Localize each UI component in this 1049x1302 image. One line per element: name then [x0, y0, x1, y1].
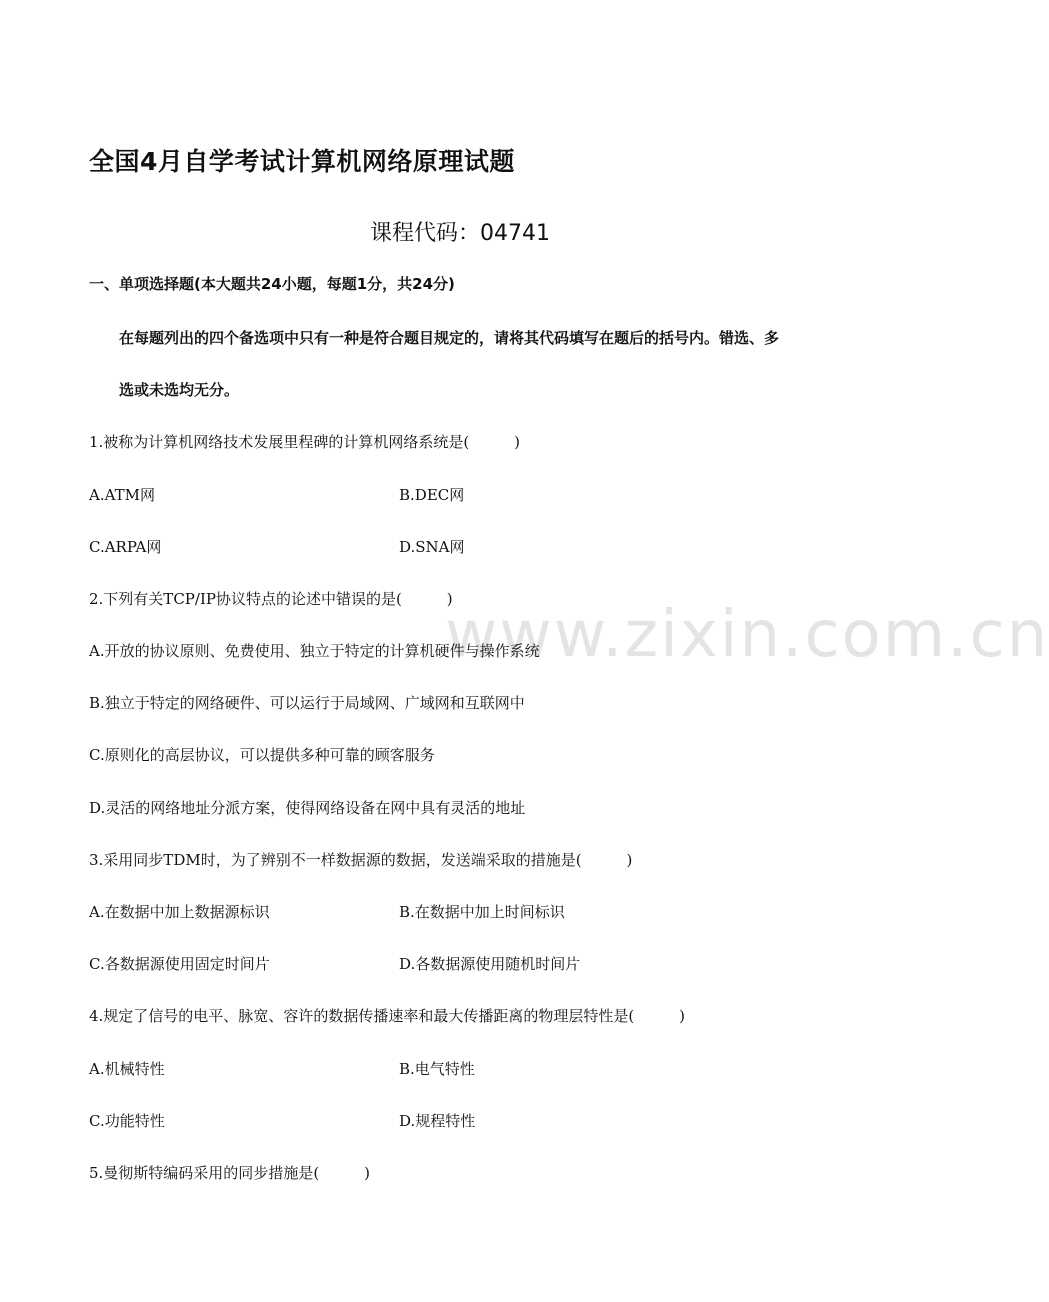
question-5-stem: 5.曼彻斯特编码采用的同步措施是( ): [89, 1164, 371, 1182]
watermark: www.zixin.com.cn: [445, 598, 1049, 672]
question-3-option-a: A.在数据中加上数据源标识: [89, 903, 270, 921]
question-4-option-c: C.功能特性: [89, 1112, 165, 1130]
question-3-option-c: C.各数据源使用固定时间片: [89, 955, 270, 973]
question-4-option-a: A.机械特性: [89, 1060, 165, 1078]
question-4-stem: 4.规定了信号的电平、脉宽、容许的数据传播速率和最大传播距离的物理层特性是( ): [89, 1007, 686, 1025]
course-code: 课程代码：04741: [370, 221, 550, 246]
question-1-option-a: A.ATM网: [89, 486, 155, 504]
question-3-option-b: B.在数据中加上时间标识: [399, 903, 565, 921]
question-1-option-c: C.ARPA网: [89, 538, 162, 556]
document-title: 全国4月自学考试计算机网络原理试题: [89, 147, 515, 176]
question-1-option-d: D.SNA网: [399, 538, 465, 556]
instructions-line-2: 选或未选均无分。: [119, 381, 240, 399]
question-2-option-a: A.开放的协议原则、免费使用、独立于特定的计算机硬件与操作系统: [89, 642, 540, 660]
question-2-stem: 2.下列有关TCP/IP协议特点的论述中错误的是( ): [89, 590, 453, 608]
question-4-option-d: D.规程特性: [399, 1112, 476, 1130]
question-1-stem: 1.被称为计算机网络技术发展里程碑的计算机网络系统是( ): [89, 433, 521, 451]
question-3-stem: 3.采用同步TDM时，为了辨别不一样数据源的数据，发送端采取的措施是( ): [89, 851, 633, 869]
question-2-option-d: D.灵活的网络地址分派方案，使得网络设备在网中具有灵活的地址: [89, 799, 526, 817]
instructions-line-1: 在每题列出的四个备选项中只有一种是符合题目规定的，请将其代码填写在题后的括号内。错选、多: [119, 329, 780, 347]
question-4-option-b: B.电气特性: [399, 1060, 475, 1078]
question-3-option-d: D.各数据源使用随机时间片: [399, 955, 581, 973]
question-2-option-c: C.原则化的高层协议，可以提供多种可靠的顾客服务: [89, 746, 435, 764]
section-heading: 一、单项选择题(本大题共24小题，每题1分，共24分): [89, 275, 455, 293]
question-2-option-b: B.独立于特定的网络硬件、可以运行于局域网、广域网和互联网中: [89, 694, 525, 712]
question-1-option-b: B.DEC网: [399, 486, 465, 504]
